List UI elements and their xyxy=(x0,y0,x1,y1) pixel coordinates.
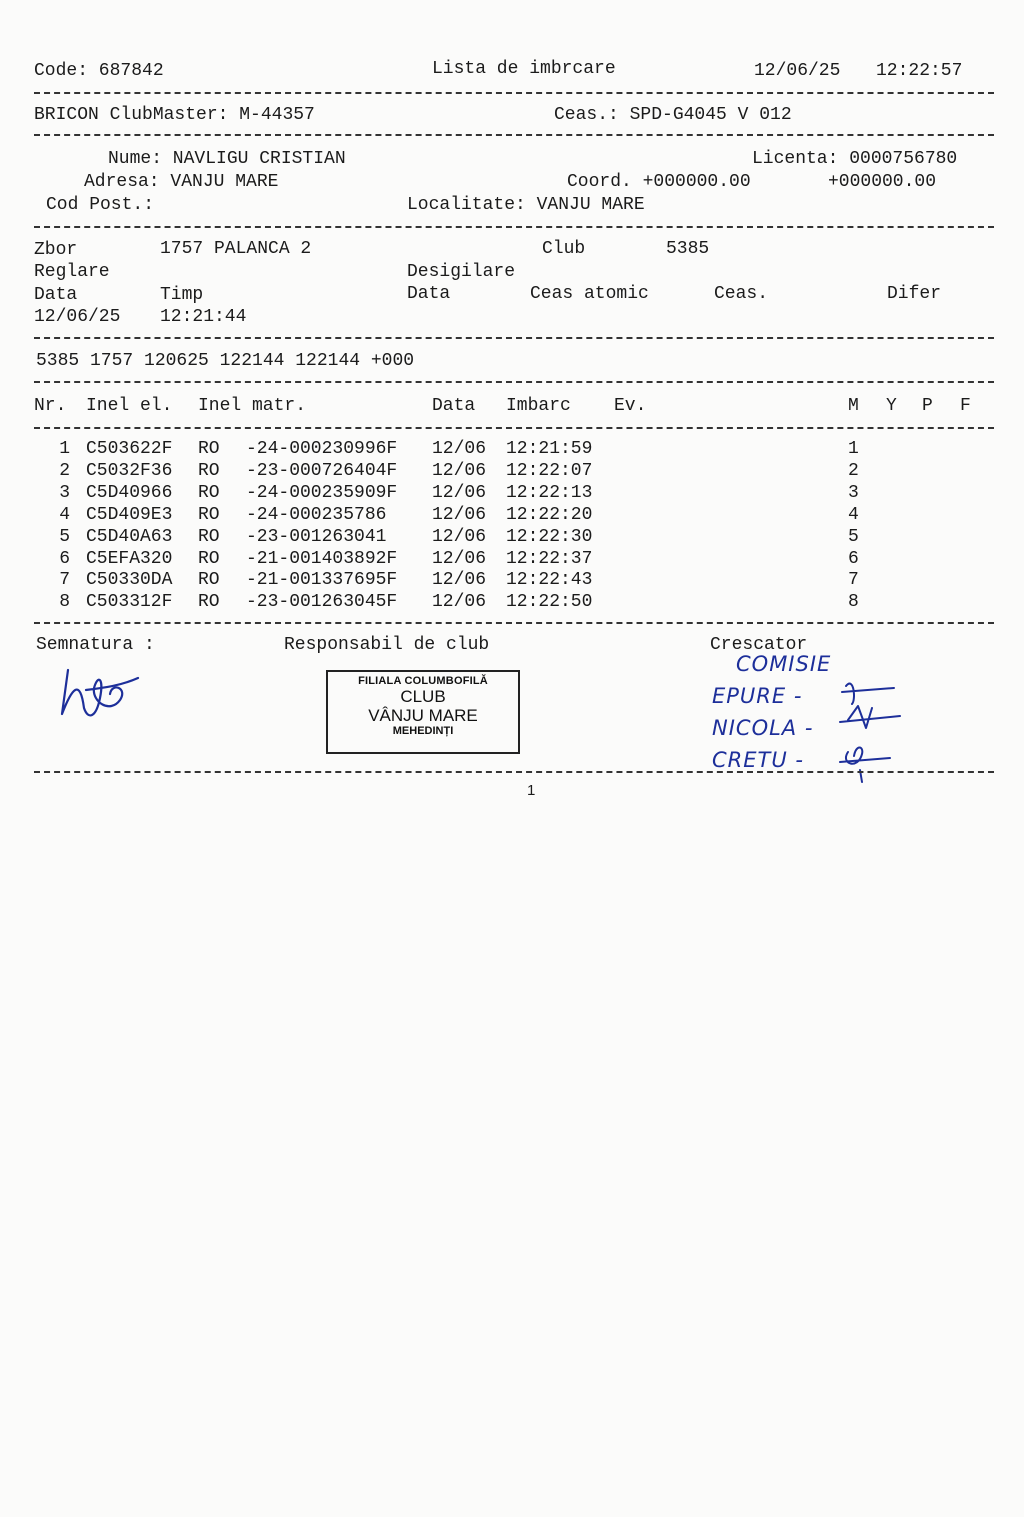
cell-inel-matr: -21-001403892F xyxy=(246,548,398,569)
cell-m: 2 xyxy=(848,460,859,481)
clock-id: Ceas.: SPD-G4045 V 012 xyxy=(554,105,792,125)
flight-label: Zbor xyxy=(34,240,78,260)
cell-data: 12/06 xyxy=(432,460,487,481)
cell-data: 12/06 xyxy=(432,592,487,613)
cell-data: 12/06 xyxy=(432,439,487,459)
col-f: F xyxy=(960,396,971,416)
stamp-line-4: MEHEDINȚI xyxy=(392,725,454,737)
cell-inel-el: C5D40A63 xyxy=(86,526,173,547)
owner-name: Nume: NAVLIGU CRISTIAN xyxy=(108,149,346,169)
divider xyxy=(34,381,994,383)
owner-postal-code: Cod Post.: xyxy=(46,195,155,215)
club-label: Club xyxy=(542,239,586,259)
data-label: Data xyxy=(34,285,78,305)
cell-imbarc: 12:22:50 xyxy=(506,592,593,613)
cell-imbarc: 12:22:20 xyxy=(506,504,593,525)
owner-coord: Coord. +000000.00 xyxy=(567,172,751,192)
cell-country: RO xyxy=(198,482,220,503)
col-p: P xyxy=(922,396,933,416)
table-row xyxy=(0,591,1024,613)
stamp-line-1: FILIALA COLUMBOFILĂ xyxy=(358,675,488,687)
cell-nr: 8 xyxy=(59,592,70,613)
cell-country: RO xyxy=(198,439,220,459)
divider xyxy=(34,771,994,773)
cell-inel-matr: -24-000230996F xyxy=(246,439,398,459)
cell-inel-el: C50330DA xyxy=(86,570,173,591)
flight-value: 1757 PALANCA 2 xyxy=(160,239,312,259)
divider xyxy=(34,92,994,94)
ceas-atomic-label: Ceas atomic xyxy=(530,284,649,304)
col-y: Y xyxy=(886,396,897,416)
cell-m: 5 xyxy=(848,526,859,547)
club-stamp xyxy=(326,670,520,754)
cell-data: 12/06 xyxy=(432,504,487,525)
col-ev: Ev. xyxy=(614,396,647,416)
cell-nr: 1 xyxy=(59,439,70,459)
table-row xyxy=(0,569,1024,591)
cell-inel-matr: -24-000235786 xyxy=(246,504,387,525)
handwriting-line-4: CRETU - xyxy=(712,748,804,772)
cell-inel-el: C5032F36 xyxy=(86,460,173,481)
data-label-2: Data xyxy=(407,284,451,304)
cell-country: RO xyxy=(198,570,220,591)
cell-imbarc: 12:22:37 xyxy=(506,548,593,569)
cell-m: 4 xyxy=(848,504,859,525)
cell-imbarc: 12:21:59 xyxy=(506,439,593,459)
stamp-line-3: VÂNJU MARE xyxy=(368,706,478,725)
cell-country: RO xyxy=(198,548,220,569)
cell-data: 12/06 xyxy=(432,548,487,569)
difer-label: Difer xyxy=(887,284,942,304)
divider xyxy=(34,134,994,136)
summary-line: 5385 1757 120625 122144 122144 +000 xyxy=(36,351,415,371)
cell-imbarc: 12:22:30 xyxy=(506,526,593,547)
owner-coord-2: +000000.00 xyxy=(828,172,937,192)
cell-m: 3 xyxy=(848,482,859,503)
cell-imbarc: 12:22:13 xyxy=(506,482,593,503)
table-row xyxy=(0,438,1024,460)
divider xyxy=(34,337,994,339)
handwriting-line-2: EPURE - xyxy=(712,684,803,708)
reglare-time: 12:21:44 xyxy=(160,307,247,327)
col-m: M xyxy=(848,396,859,416)
cell-m: 8 xyxy=(848,592,859,613)
club-value: 5385 xyxy=(666,239,710,259)
cell-country: RO xyxy=(198,526,220,547)
cell-inel-el: C503622F xyxy=(86,439,173,459)
col-imbarc: Imbarc xyxy=(506,396,571,416)
ceas-label: Ceas. xyxy=(714,284,769,304)
table-row xyxy=(0,526,1024,548)
cell-nr: 2 xyxy=(59,460,70,481)
col-data: Data xyxy=(432,396,476,416)
cell-inel-el: C5D409E3 xyxy=(86,504,173,525)
cell-data: 12/06 xyxy=(432,526,487,547)
cell-data: 12/06 xyxy=(432,482,487,503)
cell-imbarc: 12:22:43 xyxy=(506,570,593,591)
table-row xyxy=(0,460,1024,482)
desigilare-label: Desigilare xyxy=(407,262,516,282)
cell-inel-matr: -23-000726404F xyxy=(246,460,398,481)
cell-country: RO xyxy=(198,504,220,525)
divider xyxy=(34,622,994,624)
owner-license: Licenta: 0000756780 xyxy=(752,149,958,169)
document-code: Code: 687842 xyxy=(34,61,164,81)
reglare-label: Reglare xyxy=(34,262,110,282)
cell-inel-matr: -24-000235909F xyxy=(246,482,398,503)
stamp-line-2: CLUB xyxy=(400,687,446,706)
reglare-date: 12/06/25 xyxy=(34,307,121,327)
handwriting-line-3: NICOLA - xyxy=(712,716,814,740)
cell-data: 12/06 xyxy=(432,570,487,591)
print-date: 12/06/25 xyxy=(754,61,841,81)
table-row xyxy=(0,504,1024,526)
col-nr: Nr. xyxy=(34,396,67,416)
cell-inel-el: C5EFA320 xyxy=(86,548,173,569)
col-inel-matr: Inel matr. xyxy=(198,396,307,416)
signature-label: Semnatura : xyxy=(36,635,155,655)
cell-inel-el: C5D40966 xyxy=(86,482,173,503)
divider xyxy=(34,226,994,228)
cell-inel-matr: -23-001263041 xyxy=(246,526,387,547)
document-title: Lista de imbrcare xyxy=(432,59,616,79)
table-row xyxy=(0,548,1024,570)
breeder-label: Crescator xyxy=(710,635,808,655)
cell-nr: 7 xyxy=(59,570,70,591)
timp-label: Timp xyxy=(160,285,204,305)
cell-inel-matr: -21-001337695F xyxy=(246,570,398,591)
cell-inel-el: C503312F xyxy=(86,592,173,613)
cell-nr: 3 xyxy=(59,482,70,503)
owner-address: Adresa: VANJU MARE xyxy=(84,172,279,192)
print-time: 12:22:57 xyxy=(876,61,963,81)
col-inel-el: Inel el. xyxy=(86,396,173,416)
owner-locality: Localitate: VANJU MARE xyxy=(407,195,645,215)
cell-imbarc: 12:22:07 xyxy=(506,460,593,481)
clubmaster-id: BRICON ClubMaster: M-44357 xyxy=(34,105,315,125)
page-number: 1 xyxy=(527,782,536,799)
handwriting-line-1: COMISIE xyxy=(736,652,832,676)
cell-inel-matr: -23-001263045F xyxy=(246,592,398,613)
cell-nr: 4 xyxy=(59,504,70,525)
table-row xyxy=(0,482,1024,504)
cell-m: 7 xyxy=(848,570,859,591)
club-responsible-label: Responsabil de club xyxy=(284,635,490,655)
cell-m: 1 xyxy=(848,439,859,459)
cell-country: RO xyxy=(198,460,220,481)
signature-scribble xyxy=(50,648,150,728)
cell-m: 6 xyxy=(848,548,859,569)
divider xyxy=(34,427,994,429)
cell-nr: 6 xyxy=(59,548,70,569)
cell-country: RO xyxy=(198,592,220,613)
cell-nr: 5 xyxy=(59,526,70,547)
